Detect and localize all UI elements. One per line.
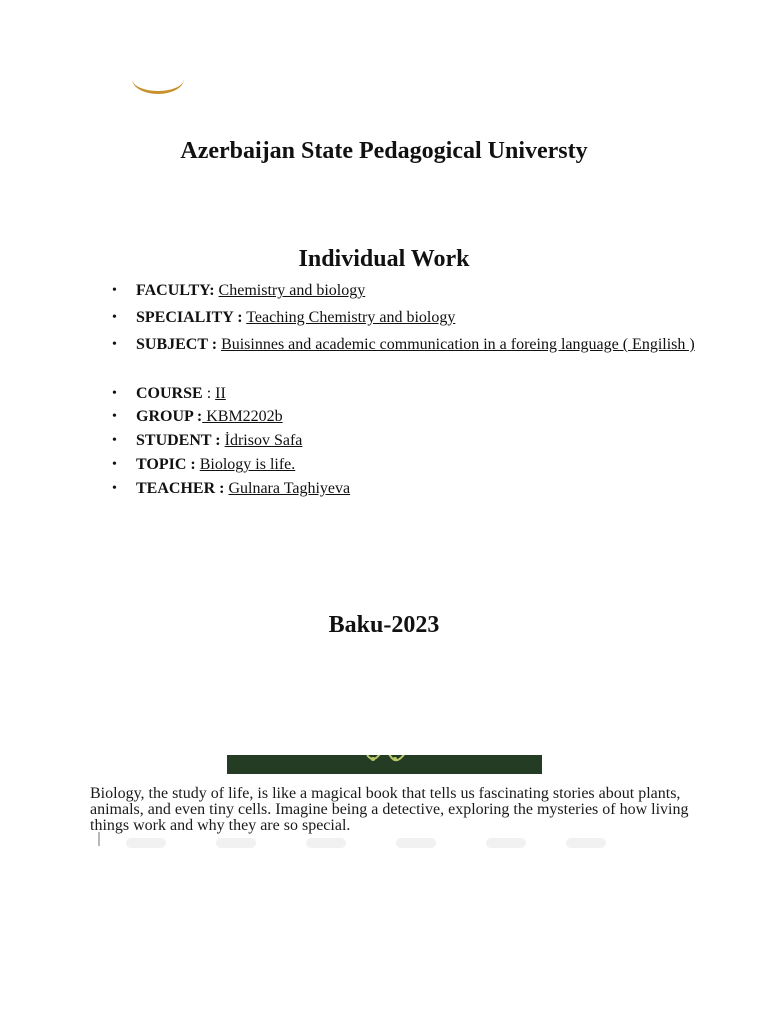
detail-label: FACULTY: <box>136 282 215 299</box>
university-title: Azerbaijan State Pedagogical Universty <box>180 138 588 164</box>
detail-label: SUBJECT : <box>136 336 218 353</box>
detail-value: Buisinnes and academic communication in a foreing language ( Engilish ) <box>221 336 695 353</box>
vine-decoration-icon <box>365 755 411 765</box>
faded-background-strip <box>96 834 656 854</box>
detail-value: Gulnara Taghiyeva <box>228 480 351 497</box>
detail-speciality <box>112 309 706 326</box>
logo-arc-icon <box>132 80 184 96</box>
detail-subject <box>112 336 706 353</box>
banner-image <box>227 755 542 774</box>
detail-separator: : <box>202 385 216 402</box>
detail-group <box>112 408 706 425</box>
detail-label: STUDENT : <box>136 432 221 449</box>
detail-label: GROUP : <box>136 408 203 425</box>
detail-teacher <box>112 480 706 497</box>
detail-value: Biology is life. <box>199 456 296 473</box>
work-title: Individual Work <box>298 246 470 272</box>
intro-paragraph: Biology, the study of life, is like a magical book that tells us fascinating stories about plants, animals, and even tiny cells. Imagine being a detective, exploring the mysteries of how living things work and why they are so special. <box>90 785 689 834</box>
detail-student <box>112 432 706 449</box>
detail-label: TEACHER : <box>136 480 225 497</box>
detail-label: SPECIALITY : <box>136 309 243 326</box>
detail-value: Chemistry and biology <box>218 282 366 299</box>
detail-value: KBM2202b <box>202 408 283 425</box>
detail-label: COURSE <box>136 385 203 402</box>
detail-topic <box>112 456 706 473</box>
detail-course <box>112 385 706 402</box>
detail-value: Teaching Chemistry and biology <box>246 309 456 326</box>
detail-label: TOPIC : <box>136 456 196 473</box>
detail-value: II <box>215 385 226 402</box>
city-year: Baku-2023 <box>328 612 440 638</box>
detail-value: İdrisov Safa <box>224 432 303 449</box>
detail-faculty <box>112 282 706 299</box>
